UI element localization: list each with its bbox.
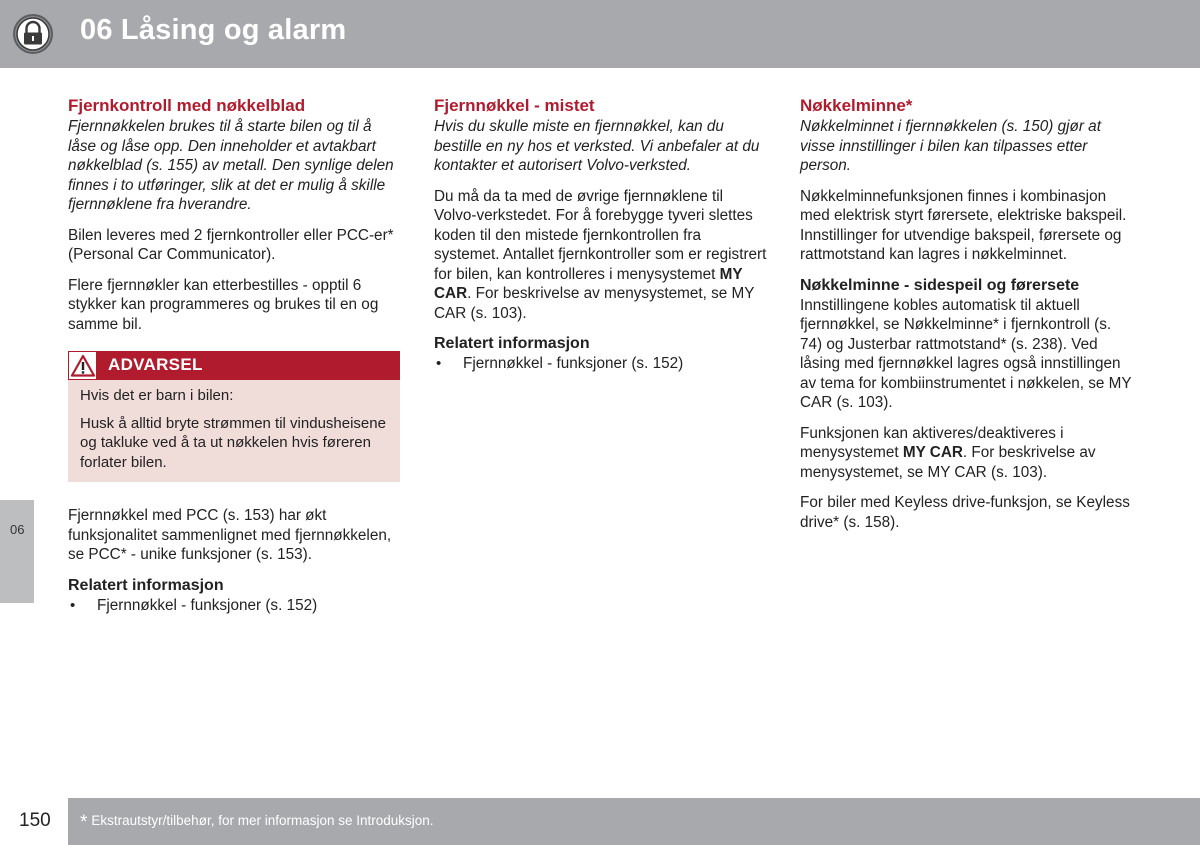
header-icon-box	[0, 0, 68, 68]
related-info-title: Relatert informasjon	[434, 335, 590, 352]
chapter-tab-label: 06	[10, 522, 25, 537]
column-lost-remote	[434, 95, 769, 374]
paragraph-text: Funksjonen kan aktiveres/deaktiveres i menysystemet	[800, 424, 1064, 461]
paragraph: Flere fjernnøkler kan etterbestilles - opptil 6 stykker kan programmeres og brukes til en og samme bil.	[68, 276, 379, 333]
paragraph: Bilen leveres med 2 fjernkontroller eller PCC-er* (Personal Car Communicator).	[68, 226, 394, 263]
warning-title: ADVARSEL	[108, 355, 203, 374]
warning-body	[68, 380, 400, 482]
section-lead: Nøkkelminnet i fjernnøkkelen (s. 150) gjør at visse innstillinger i bilen kan tilpasses etter person.	[800, 118, 1101, 174]
section-title: Fjernnøkkel - mistet	[434, 96, 595, 115]
footnote-text: Ekstrautstyr/tilbehør, for mer informasjon se Introduksjon.	[91, 813, 434, 828]
section-title: Nøkkelminne*	[800, 96, 913, 115]
subsection-title: Nøkkelminne - sidespeil og førersete	[800, 276, 1080, 294]
paragraph: Fjernnøkkel med PCC (s. 153) har økt funksjonalitet sammenlignet med fjernnøkkelen, se PCC* - unike funksjoner (s. 153).	[68, 507, 392, 563]
paragraph	[800, 424, 1135, 483]
paragraph	[434, 187, 769, 324]
lock-icon	[12, 13, 54, 55]
related-link[interactable]: • Fjernnøkkel - funksjoner (s. 152)	[434, 354, 769, 374]
menu-name: MY CAR	[902, 444, 963, 461]
warning-header	[68, 351, 400, 380]
section-title: Fjernkontroll med nøkkelblad	[68, 96, 306, 115]
warning-text: Hvis det er barn i bilen:	[80, 387, 234, 404]
menu-name: MY CAR	[434, 265, 743, 302]
column-remote-with-key-blade	[68, 95, 403, 615]
footnote	[80, 812, 434, 834]
column-key-memory	[800, 95, 1135, 543]
section-lead: Fjernnøkkelen brukes til å starte bilen og til å låse og låse opp. Den inneholder et avtakbart nøkkelblad (s. 155) av metall. Den synlige delen finnes i to utføringer, slik at det er mulig å skille fjernnøklene fra hverandre.	[68, 118, 394, 213]
related-info-title: Relatert informasjon	[68, 576, 224, 594]
warning-icon-cell	[68, 351, 97, 380]
related-link[interactable]: • Fjernnøkkel - funksjoner (s. 152)	[68, 596, 403, 616]
warning-triangle-icon	[71, 354, 95, 378]
chapter-tab[interactable]	[0, 500, 34, 603]
paragraph: For biler med Keyless drive-funksjon, se Keyless drive* (s. 158).	[800, 494, 1130, 531]
paragraph-text: . For beskrivelse av menysystemet, se MY CAR (s. 103).	[800, 444, 1096, 481]
page-title: 06 Låsing og alarm	[80, 14, 347, 46]
paragraph-text: Du må da ta med de øvrige fjernnøklene til Volvo-verkstedet. For å forebygge tyveri slettes koden til den mistede fjernkontrollen fra systemet. Antallet fjernkontroller som er registrert for bilen, kan kontrolleres i menysystemet	[434, 187, 767, 283]
footnote-star: *	[80, 812, 88, 833]
warning-text: Husk å alltid bryte strømmen til vindusheisene og takluke ved å ta ut nøkkelen hvis føreren forlater bilen.	[80, 414, 386, 471]
page-number: 150	[19, 810, 51, 831]
section-lead: Hvis du skulle miste en fjernnøkkel, kan du bestille en ny hos et verksted. Vi anbefaler at du kontakter et autorisert Volvo-verksted.	[434, 118, 760, 174]
paragraph: Innstillingene kobles automatisk til aktuell fjernnøkkel, se Nøkkelminne* i fjernkontroll (s. 74) og Justerbar rattmotstand* (s. 238). Ved låsing med fjernnøkkel lagres også innstillingen av tema for kombiinstrumentet i nøkkelen, se MY CAR (s. 103).	[800, 296, 1132, 411]
warning-box	[68, 351, 400, 482]
paragraph: Nøkkelminnefunksjonen finnes i kombinasjon med elektrisk styrt førersete, elektriske bakspeil. Innstillinger for utvendige bakspeil, førersete og rattmotstand kan lagres i nøkkelminnet.	[800, 187, 1127, 263]
paragraph-text: . For beskrivelse av menysystemet, se MY CAR (s. 103).	[434, 285, 755, 322]
